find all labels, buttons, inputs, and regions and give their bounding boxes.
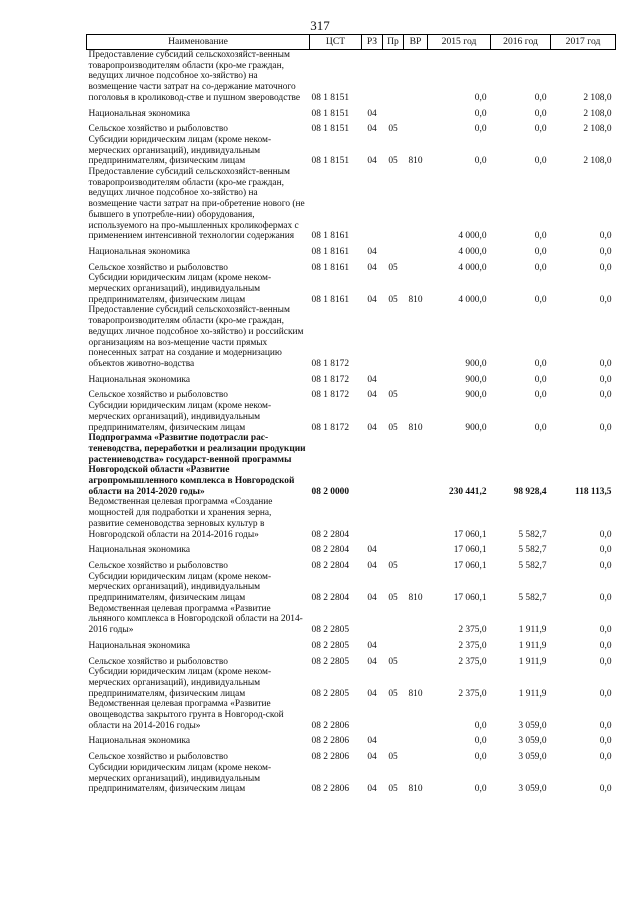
cell-vr	[404, 119, 428, 135]
cell-vr: 810	[408, 593, 423, 604]
cell-vr	[404, 305, 428, 369]
table-row	[87, 747, 616, 763]
cell-2016: 5 582,7	[518, 529, 547, 540]
cell-2015: 900,0	[465, 422, 487, 433]
cell-cst: 08 2 2806	[311, 752, 349, 763]
cell-2016: 0,0	[534, 294, 547, 305]
cell-pr	[383, 305, 404, 369]
cell-vr	[404, 604, 428, 636]
table-row	[87, 636, 616, 652]
table-row	[87, 699, 616, 731]
cell-pr	[383, 242, 404, 258]
cell-rz: 04	[367, 736, 377, 747]
cell-rz	[362, 699, 383, 731]
cell-2015: 17 060,1	[453, 593, 487, 604]
cell-2015: 4 000,0	[458, 246, 487, 257]
cell-pr	[383, 167, 404, 242]
cell-pr	[383, 699, 404, 731]
cell-vr: 810	[408, 422, 423, 433]
cell-cst: 08 1 8151	[311, 108, 349, 119]
cell-2017: 2 108,0	[583, 92, 612, 103]
table-row	[87, 604, 616, 636]
col-header-vr: ВР	[404, 35, 428, 50]
cell-2016: 3 059,0	[518, 784, 547, 795]
cell-vr	[404, 104, 428, 120]
cell-name: Сельское хозяйство и рыболовство	[88, 262, 228, 273]
cell-rz: 04	[367, 560, 377, 571]
cell-rz: 04	[367, 156, 377, 167]
cell-cst: 08 2 0000	[311, 486, 349, 497]
cell-2017: 0,0	[599, 688, 612, 699]
cell-name: Сельское хозяйство и рыболовство	[88, 560, 228, 571]
cell-2015: 900,0	[465, 390, 487, 401]
table-row	[87, 305, 616, 369]
cell-cst: 08 2 2804	[311, 529, 349, 540]
cell-pr	[383, 104, 404, 120]
table-row	[87, 731, 616, 747]
cell-pr	[383, 636, 404, 652]
cell-2017: 2 108,0	[583, 156, 612, 167]
cell-name: Субсидии юридическим лицам (кроме неком-мерческих организаций), индивидуальным предпринимателям, физическим лицам	[88, 401, 272, 433]
cell-2017: 0,0	[599, 720, 612, 731]
cell-rz	[362, 433, 383, 497]
table-body	[87, 50, 616, 796]
cell-pr: 05	[388, 124, 398, 135]
cell-rz	[362, 167, 383, 242]
cell-2016: 0,0	[534, 108, 547, 119]
cell-vr	[404, 699, 428, 731]
cell-vr	[404, 497, 428, 540]
cell-2015: 4 000,0	[458, 231, 487, 242]
cell-vr	[404, 242, 428, 258]
cell-cst: 08 2 2806	[311, 784, 349, 795]
cell-2017: 0,0	[599, 625, 612, 636]
cell-cst: 08 1 8172	[311, 390, 349, 401]
cell-rz: 04	[367, 688, 377, 699]
cell-rz: 04	[367, 656, 377, 667]
cell-2015: 0,0	[474, 156, 487, 167]
cell-pr: 05	[388, 593, 398, 604]
cell-2016: 0,0	[534, 358, 547, 369]
cell-2015: 0,0	[474, 752, 487, 763]
cell-vr: 810	[408, 156, 423, 167]
cell-rz: 04	[367, 784, 377, 795]
table-row	[87, 104, 616, 120]
cell-2015: 2 375,0	[458, 688, 487, 699]
col-header-cst: ЦСТ	[310, 35, 362, 50]
cell-2015: 2 375,0	[458, 656, 487, 667]
cell-name: Предоставление субсидий сельскохозяйст-венным товаропроизводителям области (кро-ме граждан, ведущих личное подсобное хо-зяйство) на возмещение части затрат на со-держание маточного поголовья в кроликовод-стве и пушном звероводстве	[88, 50, 300, 103]
cell-name: Ведомственная целевая программа «Развитие льняного комплекса в Новгородской области на 2014-2016 годы»	[88, 603, 303, 636]
cell-name: Национальная экономика	[88, 374, 191, 385]
cell-vr	[404, 556, 428, 572]
table-row	[87, 370, 616, 386]
cell-name: Национальная экономика	[88, 545, 191, 556]
table-row	[87, 258, 616, 274]
cell-2015: 4 000,0	[458, 294, 487, 305]
cell-rz: 04	[367, 294, 377, 305]
cell-pr	[383, 604, 404, 636]
table-row	[87, 50, 616, 104]
cell-2016: 5 582,7	[518, 560, 547, 571]
cell-cst: 08 2 2806	[311, 720, 349, 731]
cell-2015: 2 375,0	[458, 640, 487, 651]
cell-cst: 08 1 8161	[311, 231, 349, 242]
table-row	[87, 242, 616, 258]
cell-rz: 04	[367, 640, 377, 651]
cell-2017: 0,0	[599, 294, 612, 305]
cell-rz: 04	[367, 593, 377, 604]
table-row	[87, 401, 616, 433]
table-row	[87, 273, 616, 305]
col-header-name: Наименование	[87, 35, 310, 50]
cell-vr	[404, 50, 428, 104]
cell-pr	[383, 731, 404, 747]
table-row	[87, 556, 616, 572]
table-row	[87, 667, 616, 699]
cell-2017: 0,0	[599, 656, 612, 667]
cell-2017: 0,0	[599, 593, 612, 604]
cell-2017: 2 108,0	[583, 108, 612, 119]
cell-2016: 5 582,7	[518, 545, 547, 556]
table-header	[87, 35, 616, 50]
cell-cst: 08 1 8172	[311, 422, 349, 433]
cell-2017: 0,0	[599, 752, 612, 763]
cell-vr	[404, 258, 428, 274]
cell-2017: 118 113,5	[575, 486, 612, 497]
cell-2016: 0,0	[534, 156, 547, 167]
cell-name: Предоставление субсидий сельскохозяйст-венным товаропроизводителям области (кро-ме граждан, ведущих личное подсобное хо-зяйство) и российским организациям на воз-мещение части прямых понесенных затрат на создание и модернизацию объектов животно-водства	[88, 305, 304, 369]
cell-rz: 04	[367, 422, 377, 433]
cell-vr	[404, 167, 428, 242]
cell-2016: 5 582,7	[518, 593, 547, 604]
cell-cst: 08 2 2805	[311, 688, 349, 699]
cell-name: Национальная экономика	[88, 640, 191, 651]
cell-name: Субсидии юридическим лицам (кроме неком-мерческих организаций), индивидуальным предпринимателям, физическим лицам	[88, 762, 272, 795]
cell-vr	[404, 652, 428, 668]
cell-name: Предоставление субсидий сельскохозяйст-венным товаропроизводителям области (кро-ме граждан, ведущих личное подсобное хо-зяйство) на возмещение части затрат на при-обретение нового (не бывшего в употребле-нии) оборудования, используемого на про-мышленных кроликофермах с применением интенсивной технологии содержания	[88, 167, 305, 242]
cell-2015: 17 060,1	[453, 529, 487, 540]
table-row	[87, 540, 616, 556]
cell-cst: 08 1 8151	[311, 92, 349, 103]
cell-2016: 0,0	[534, 262, 547, 273]
cell-vr	[404, 747, 428, 763]
cell-cst: 08 2 2804	[311, 545, 349, 556]
cell-name: Подпрограмма «Развитие подотрасли рас-теневодства, переработки и реализации продукции растениеводства» государст-венной программы Новгородской области «Развитие агропромышленного комплекса в Новгородской области на 2014-2020 годы»	[88, 433, 306, 497]
cell-cst: 08 2 2804	[311, 593, 349, 604]
cell-2015: 4 000,0	[458, 262, 487, 273]
table-row	[87, 497, 616, 540]
cell-2015: 900,0	[465, 358, 487, 369]
cell-cst: 08 1 8151	[311, 156, 349, 167]
cell-2016: 3 059,0	[518, 720, 547, 731]
cell-2016: 0,0	[534, 92, 547, 103]
cell-2016: 0,0	[534, 231, 547, 242]
cell-pr	[383, 497, 404, 540]
cell-2015: 17 060,1	[453, 545, 487, 556]
cell-vr	[404, 370, 428, 386]
cell-2017: 0,0	[599, 784, 612, 795]
cell-pr: 05	[388, 390, 398, 401]
cell-rz: 04	[367, 545, 377, 556]
cell-2017: 0,0	[599, 390, 612, 401]
cell-2016: 3 059,0	[518, 752, 547, 763]
cell-vr	[404, 385, 428, 401]
cell-2017: 0,0	[599, 422, 612, 433]
cell-name: Субсидии юридическим лицам (кроме неком-мерческих организаций), индивидуальным предпринимателям, физическим лицам	[88, 667, 272, 699]
cell-2015: 0,0	[474, 92, 487, 103]
cell-2017: 0,0	[599, 246, 612, 257]
cell-cst: 08 1 8161	[311, 294, 349, 305]
cell-2015: 900,0	[465, 374, 487, 385]
cell-name: Ведомственная целевая программа «Развитие овощеводства закрытого грунта в Новгород-ской области на 2014-2016 годы»	[88, 699, 284, 731]
table-row	[87, 385, 616, 401]
cell-2015: 0,0	[474, 124, 487, 135]
cell-2016: 3 059,0	[518, 736, 547, 747]
cell-rz: 04	[367, 752, 377, 763]
cell-2015: 0,0	[474, 108, 487, 119]
budget-table	[86, 34, 616, 795]
cell-name: Субсидии юридическим лицам (кроме неком-мерческих организаций), индивидуальным предпринимателям, физическим лицам	[88, 571, 272, 604]
cell-vr	[404, 540, 428, 556]
cell-pr	[383, 540, 404, 556]
cell-pr: 05	[388, 294, 398, 305]
col-header-pr: Пр	[383, 35, 404, 50]
cell-rz	[362, 305, 383, 369]
cell-cst: 08 1 8172	[311, 374, 349, 385]
cell-rz: 04	[367, 246, 377, 257]
cell-name: Сельское хозяйство и рыболовство	[88, 390, 228, 401]
table-row	[87, 135, 616, 167]
cell-2015: 0,0	[474, 736, 487, 747]
cell-2017: 0,0	[599, 231, 612, 242]
cell-2015: 17 060,1	[453, 560, 487, 571]
cell-rz: 04	[367, 124, 377, 135]
cell-2016: 0,0	[534, 246, 547, 257]
cell-name: Национальная экономика	[88, 246, 191, 257]
cell-pr: 05	[388, 560, 398, 571]
cell-vr	[404, 731, 428, 747]
cell-pr	[383, 370, 404, 386]
table-row	[87, 433, 616, 497]
cell-2015: 2 375,0	[458, 625, 487, 636]
cell-rz: 04	[367, 390, 377, 401]
cell-cst: 08 2 2804	[311, 560, 349, 571]
cell-pr: 05	[388, 656, 398, 667]
cell-rz: 04	[367, 108, 377, 119]
cell-2016: 1 911,9	[518, 640, 547, 651]
cell-2016: 0,0	[534, 124, 547, 135]
cell-2016: 98 928,4	[513, 486, 547, 497]
cell-2017: 0,0	[599, 374, 612, 385]
col-header-2016: 2016 год	[491, 35, 551, 50]
cell-name: Субсидии юридическим лицам (кроме неком-мерческих организаций), индивидуальным предпринимателям, физическим лицам	[88, 273, 272, 305]
col-header-rz: РЗ	[362, 35, 383, 50]
cell-2016: 1 911,9	[518, 656, 547, 667]
cell-name: Национальная экономика	[88, 108, 191, 119]
cell-pr: 05	[388, 156, 398, 167]
cell-cst: 08 1 8151	[311, 124, 349, 135]
cell-cst: 08 2 2805	[311, 656, 349, 667]
cell-rz: 04	[367, 262, 377, 273]
cell-rz	[362, 50, 383, 104]
cell-pr: 05	[388, 688, 398, 699]
cell-2017: 0,0	[599, 529, 612, 540]
cell-2015: 0,0	[474, 720, 487, 731]
cell-vr: 810	[408, 294, 423, 305]
cell-2016: 1 911,9	[518, 625, 547, 636]
cell-vr	[404, 433, 428, 497]
table-row	[87, 119, 616, 135]
cell-2017: 0,0	[599, 545, 612, 556]
cell-pr	[383, 433, 404, 497]
cell-vr: 810	[408, 688, 423, 699]
cell-cst: 08 2 2806	[311, 736, 349, 747]
cell-2017: 0,0	[599, 560, 612, 571]
cell-cst: 08 2 2805	[311, 640, 349, 651]
cell-2017: 0,0	[599, 640, 612, 651]
cell-2016: 0,0	[534, 374, 547, 385]
cell-2017: 0,0	[599, 262, 612, 273]
col-header-2017: 2017 год	[551, 35, 616, 50]
page-number: 317	[310, 18, 330, 33]
cell-cst: 08 2 2805	[311, 625, 349, 636]
cell-pr: 05	[388, 784, 398, 795]
cell-pr: 05	[388, 262, 398, 273]
cell-cst: 08 1 8161	[311, 262, 349, 273]
cell-name: Сельское хозяйство и рыболовство	[88, 752, 228, 763]
cell-rz: 04	[367, 374, 377, 385]
cell-2017: 0,0	[599, 358, 612, 369]
cell-name: Субсидии юридическим лицам (кроме неком-мерческих организаций), индивидуальным предпринимателям, физическим лицам	[88, 134, 272, 167]
table-row	[87, 763, 616, 795]
table-row	[87, 652, 616, 668]
cell-pr: 05	[388, 752, 398, 763]
cell-2017: 2 108,0	[583, 124, 612, 135]
cell-rz	[362, 604, 383, 636]
table-row	[87, 572, 616, 604]
cell-name: Ведомственная целевая программа «Создание мощностей для подработки и хранения зерна, развитие семеноводства зерновых культур в Новгородской области на 2014-2016 годы»	[88, 497, 273, 540]
col-header-2015: 2015 год	[428, 35, 491, 50]
cell-name: Сельское хозяйство и рыболовство	[88, 656, 228, 667]
cell-cst: 08 1 8161	[311, 246, 349, 257]
cell-2017: 0,0	[599, 736, 612, 747]
cell-name: Национальная экономика	[88, 736, 191, 747]
cell-2015: 230 441,2	[449, 486, 487, 497]
cell-2016: 1 911,9	[518, 688, 547, 699]
cell-rz	[362, 497, 383, 540]
cell-2016: 0,0	[534, 422, 547, 433]
cell-vr: 810	[408, 784, 423, 795]
cell-cst: 08 1 8172	[311, 358, 349, 369]
cell-2015: 0,0	[474, 784, 487, 795]
cell-vr	[404, 636, 428, 652]
cell-pr	[383, 50, 404, 104]
cell-pr: 05	[388, 422, 398, 433]
table-row	[87, 167, 616, 242]
cell-name: Сельское хозяйство и рыболовство	[88, 124, 228, 135]
cell-2016: 0,0	[534, 390, 547, 401]
